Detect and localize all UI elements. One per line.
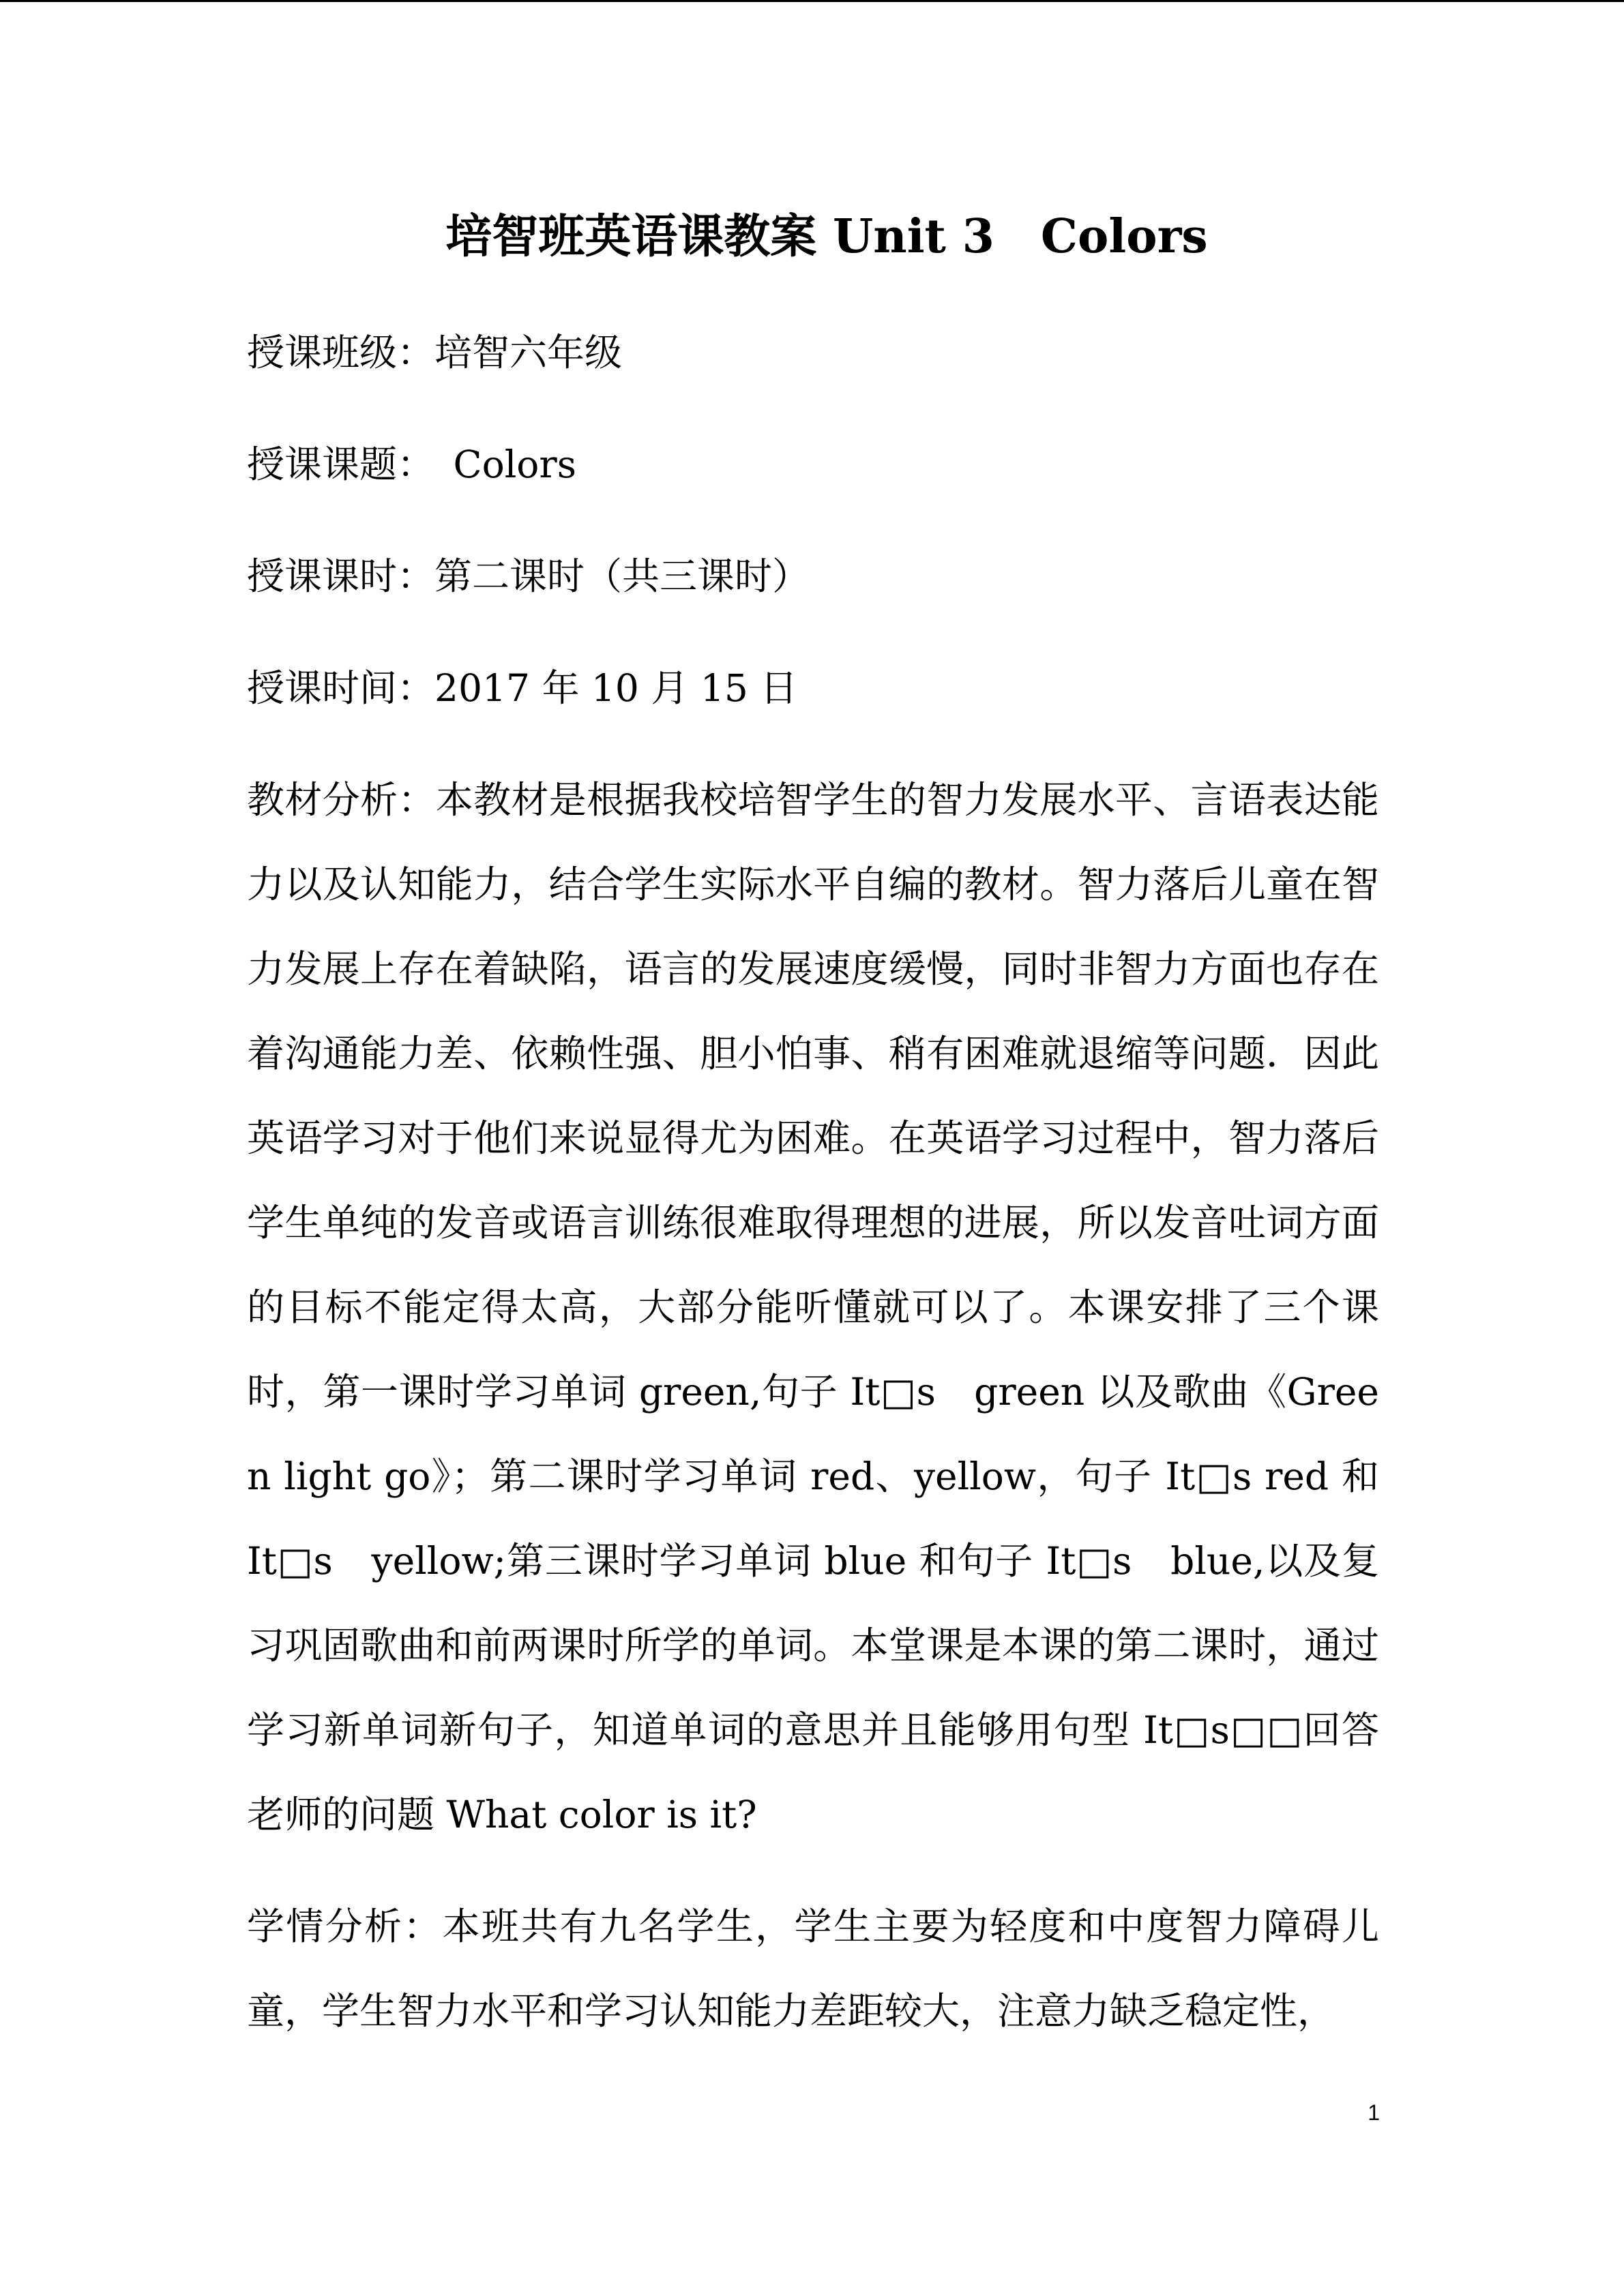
field-class: 授课班级：培智六年级 (247, 331, 623, 375)
page-number: 1 (1368, 2100, 1380, 2125)
document-page (247, 205, 1379, 2081)
field-topic: 授课课题： Colors (247, 443, 576, 487)
student-analysis-paragraph: 学情分析：本班共有九名学生，学生主要为轻度和中度智力障碍儿童，学生智力水平和学习认知能力差距较大，注意力缺乏稳定性， (247, 1905, 1379, 2033)
top-border-line (0, 0, 1624, 2)
field-period: 授课课时：第二课时（共三课时） (247, 554, 810, 599)
document-title: 培智班英语课教案 Unit 3 Colors (445, 209, 1208, 264)
field-date: 授课时间：2017 年 10 月 15 日 (247, 666, 798, 711)
material-analysis-paragraph: 教材分析：本教材是根据我校培智学生的智力发展水平、言语表达能力以及认知能力，结合学生实际水平自编的教材。智力落后儿童在智力发展上存在着缺陷，语言的发展速度缓慢，同时非智力方面也存在着沟通能力差、依赖性强、胆小怕事、稍有困难就退缩等问题．因此英语学习对于他们来说显得尤为困难。在英语学习过程中，智力落后学生单纯的发音或语言训练很难取得理想的进展，所以发音吐词方面的目标不能定得太高，大部分能听懂就可以了。本课安排了三个课时，第一课时学习单词 green,句子 It□s green 以及歌曲《Green light go》；第二课时学习单词 red、yellow，句子 It□s red 和 It□s yellow;第三课时学习单词 blue 和句子 It□s blue,以及复习巩固歌曲和前两课时所学的单词。本堂课是本课的第二课时，通过学习新单词新句子，知道单词的意思并且能够用句型 It□s□□回答老师的问题 What color is it? (247, 778, 1379, 1837)
